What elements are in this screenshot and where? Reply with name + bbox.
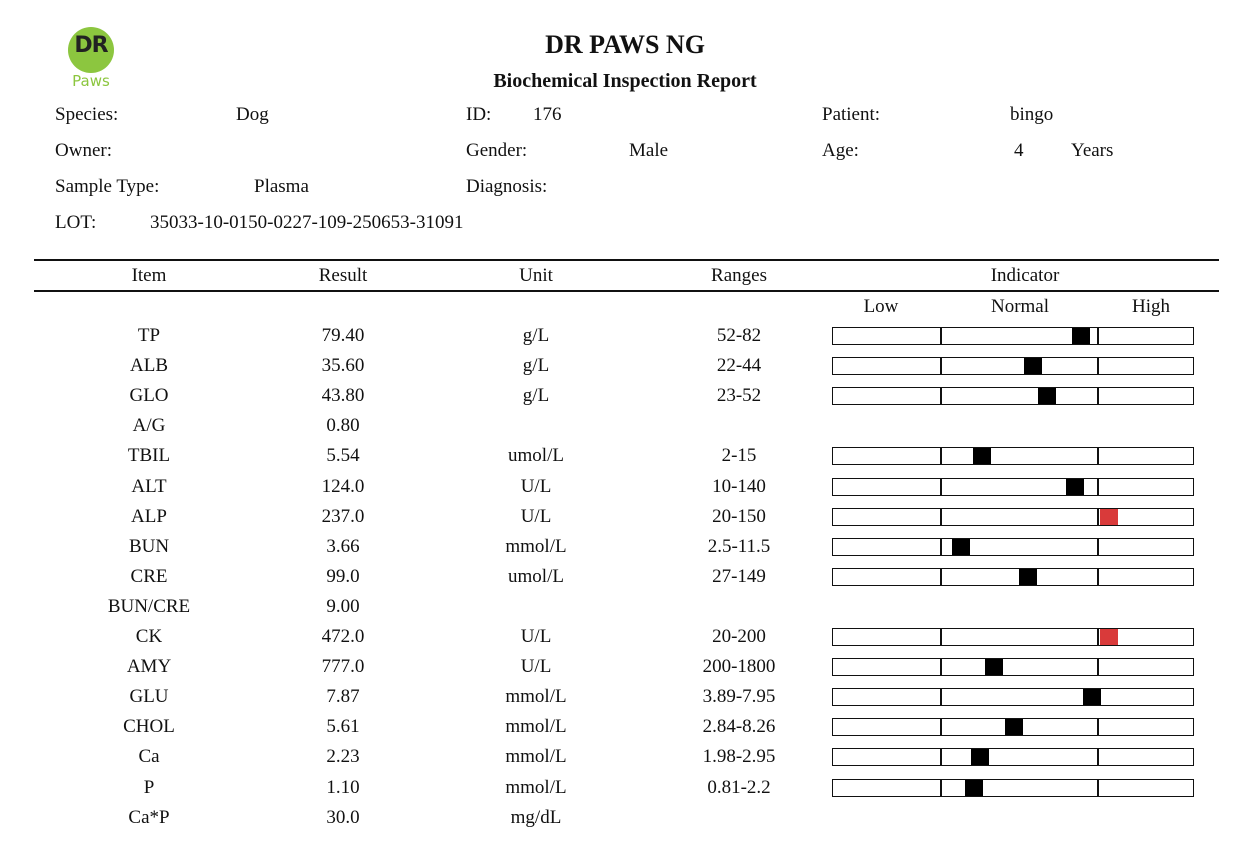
unit-cell: g/L xyxy=(522,385,550,406)
result-cell: 3.66 xyxy=(326,536,360,557)
indicator-low-divider xyxy=(940,539,942,555)
indicator-low-divider xyxy=(940,509,942,525)
range-cell: 20-200 xyxy=(712,626,766,647)
indicator-bar xyxy=(832,658,1194,676)
id-label: ID: xyxy=(466,104,492,125)
range-cell: 27-149 xyxy=(712,566,766,587)
indicator-marker xyxy=(1066,479,1084,495)
indicator-marker xyxy=(1072,328,1090,344)
indicator-high-divider xyxy=(1097,358,1099,374)
indicator-bar xyxy=(832,779,1194,797)
indicator-low-divider xyxy=(940,659,942,675)
indicator-bar xyxy=(832,387,1194,405)
indicator-low-divider xyxy=(940,358,942,374)
age-label: Age: xyxy=(822,140,859,161)
result-cell: 2.23 xyxy=(326,746,360,767)
indicator-high-divider xyxy=(1097,509,1099,525)
age-unit: Years xyxy=(1071,140,1114,161)
result-cell: 1.10 xyxy=(326,777,360,798)
logo-text-top: DR xyxy=(74,33,108,58)
item-cell: BUN/CRE xyxy=(107,596,191,617)
lot-value: 35033-10-0150-0227-109-250653-31091 xyxy=(150,212,464,233)
item-cell: TBIL xyxy=(127,445,171,466)
item-cell: CK xyxy=(135,626,163,647)
indicator-bar xyxy=(832,357,1194,375)
range-cell: 200-1800 xyxy=(702,656,776,677)
indicator-marker xyxy=(1005,719,1023,735)
indicator-bar xyxy=(832,628,1194,646)
indicator-marker-high xyxy=(1100,509,1118,525)
result-cell: 79.40 xyxy=(321,325,365,346)
indicator-high-divider xyxy=(1097,539,1099,555)
indicator-bar xyxy=(832,508,1194,526)
unit-cell: U/L xyxy=(520,476,552,497)
indicator-bar xyxy=(832,478,1194,496)
report-title: DR PAWS NG xyxy=(545,30,705,59)
unit-cell: U/L xyxy=(520,656,552,677)
indicator-high-divider xyxy=(1097,448,1099,464)
indicator-bar xyxy=(832,568,1194,586)
indicator-low-divider xyxy=(940,328,942,344)
unit-cell: mmol/L xyxy=(505,536,567,557)
result-cell: 472.0 xyxy=(321,626,365,647)
range-cell: 3.89-7.95 xyxy=(702,686,776,707)
item-cell: CRE xyxy=(130,566,168,587)
indicator-low-divider xyxy=(940,719,942,735)
range-cell: 1.98-2.95 xyxy=(702,746,776,767)
owner-label: Owner: xyxy=(55,140,112,161)
indicator-high-divider xyxy=(1097,569,1099,585)
indicator-bar xyxy=(832,327,1194,345)
indicator-marker xyxy=(1083,689,1101,705)
item-cell: Ca xyxy=(138,746,160,767)
item-cell: GLU xyxy=(129,686,169,707)
result-cell: 9.00 xyxy=(326,596,360,617)
indicator-low-divider xyxy=(940,749,942,765)
item-cell: P xyxy=(143,777,155,798)
result-cell: 237.0 xyxy=(321,506,365,527)
range-cell: 23-52 xyxy=(716,385,762,406)
indicator-low-divider xyxy=(940,569,942,585)
species-value: Dog xyxy=(236,104,269,125)
indicator-marker xyxy=(985,659,1003,675)
indicator-high-divider xyxy=(1097,388,1099,404)
indicator-low-label: Low xyxy=(863,296,899,317)
indicator-marker xyxy=(1038,388,1056,404)
indicator-low-divider xyxy=(940,388,942,404)
unit-cell: mmol/L xyxy=(505,686,567,707)
indicator-high-label: High xyxy=(1132,296,1170,317)
sample-type-label: Sample Type: xyxy=(55,176,160,197)
unit-cell: mmol/L xyxy=(505,716,567,737)
unit-cell: mmol/L xyxy=(505,777,567,798)
unit-cell: U/L xyxy=(520,506,552,527)
indicator-high-divider xyxy=(1097,719,1099,735)
header-result: Result xyxy=(318,265,368,286)
item-cell: ALB xyxy=(130,355,168,376)
indicator-marker xyxy=(971,749,989,765)
gender-value: Male xyxy=(629,140,669,161)
logo-text-bottom: Paws xyxy=(72,72,110,90)
indicator-high-divider xyxy=(1097,479,1099,495)
range-cell: 10-140 xyxy=(712,476,766,497)
indicator-marker-high xyxy=(1100,629,1118,645)
header-unit: Unit xyxy=(519,265,553,286)
indicator-normal-label: Normal xyxy=(990,296,1050,317)
indicator-high-divider xyxy=(1097,629,1099,645)
unit-cell: umol/L xyxy=(508,445,564,466)
indicator-bar xyxy=(832,688,1194,706)
sample-type-value: Plasma xyxy=(254,176,309,197)
item-cell: CHOL xyxy=(123,716,175,737)
item-cell: ALP xyxy=(131,506,167,527)
indicator-high-divider xyxy=(1097,659,1099,675)
indicator-low-divider xyxy=(940,448,942,464)
indicator-marker xyxy=(973,448,991,464)
indicator-low-divider xyxy=(940,479,942,495)
indicator-low-divider xyxy=(940,780,942,796)
range-cell: 2.84-8.26 xyxy=(702,716,776,737)
range-cell: 52-82 xyxy=(716,325,762,346)
age-value: 4 xyxy=(1014,140,1024,161)
result-cell: 777.0 xyxy=(321,656,365,677)
indicator-high-divider xyxy=(1097,328,1099,344)
patient-label: Patient: xyxy=(822,104,881,125)
unit-cell: mmol/L xyxy=(505,746,567,767)
indicator-bar xyxy=(832,447,1194,465)
indicator-high-divider xyxy=(1097,780,1099,796)
result-cell: 7.87 xyxy=(326,686,360,707)
indicator-low-divider xyxy=(940,629,942,645)
result-cell: 30.0 xyxy=(326,807,360,828)
indicator-marker xyxy=(965,780,983,796)
diagnosis-label: Diagnosis: xyxy=(466,176,548,197)
indicator-marker xyxy=(952,539,970,555)
gender-label: Gender: xyxy=(466,140,528,161)
indicator-high-divider xyxy=(1097,749,1099,765)
patient-value: bingo xyxy=(1010,104,1054,125)
header-item: Item xyxy=(131,265,167,286)
result-cell: 99.0 xyxy=(326,566,360,587)
result-cell: 0.80 xyxy=(326,415,360,436)
table-header-rule xyxy=(34,290,1219,292)
unit-cell: mg/dL xyxy=(510,807,562,828)
item-cell: ALT xyxy=(131,476,167,497)
item-cell: Ca*P xyxy=(128,807,170,828)
lot-label: LOT: xyxy=(55,212,97,233)
range-cell: 2.5-11.5 xyxy=(707,536,771,557)
report-subtitle: Biochemical Inspection Report xyxy=(493,70,757,92)
range-cell: 22-44 xyxy=(716,355,762,376)
unit-cell: g/L xyxy=(522,355,550,376)
range-cell: 0.81-2.2 xyxy=(707,777,771,798)
range-cell: 20-150 xyxy=(712,506,766,527)
item-cell: BUN xyxy=(128,536,170,557)
id-value: 176 xyxy=(533,104,562,125)
indicator-marker xyxy=(1024,358,1042,374)
item-cell: TP xyxy=(137,325,161,346)
indicator-bar xyxy=(832,718,1194,736)
item-cell: AMY xyxy=(126,656,172,677)
unit-cell: U/L xyxy=(520,626,552,647)
result-cell: 35.60 xyxy=(321,355,365,376)
result-cell: 5.54 xyxy=(326,445,360,466)
header-indicator: Indicator xyxy=(990,265,1060,286)
unit-cell: umol/L xyxy=(508,566,564,587)
table-top-rule xyxy=(34,259,1219,261)
indicator-bar xyxy=(832,748,1194,766)
result-cell: 43.80 xyxy=(321,385,365,406)
unit-cell: g/L xyxy=(522,325,550,346)
result-cell: 5.61 xyxy=(326,716,360,737)
range-cell: 2-15 xyxy=(721,445,757,466)
species-label: Species: xyxy=(55,104,119,125)
indicator-bar xyxy=(832,538,1194,556)
indicator-low-divider xyxy=(940,689,942,705)
result-cell: 124.0 xyxy=(321,476,365,497)
item-cell: A/G xyxy=(132,415,166,436)
item-cell: GLO xyxy=(129,385,169,406)
indicator-marker xyxy=(1019,569,1037,585)
header-ranges: Ranges xyxy=(711,265,767,286)
